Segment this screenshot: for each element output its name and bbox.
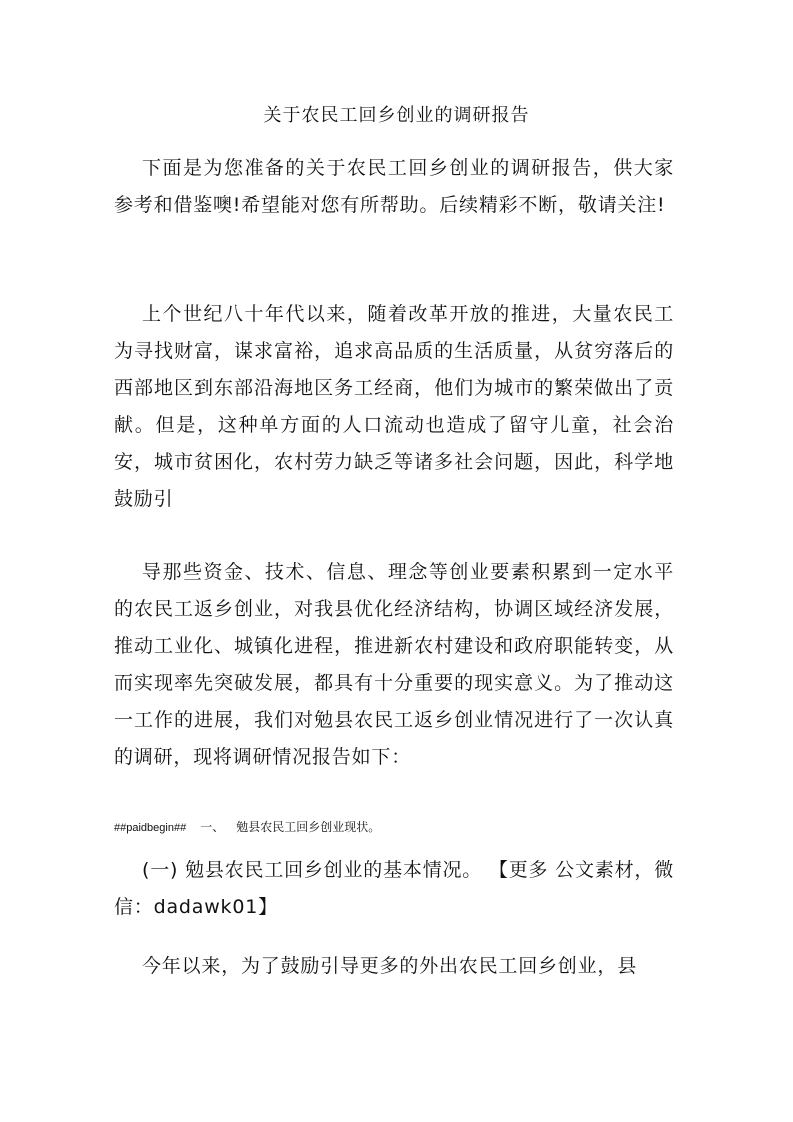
section-marker-line (114, 818, 380, 837)
last-paragraph: 今年以来，为了鼓励引导更多的外出农民工回乡创业，县 (142, 955, 638, 977)
section-heading: 勉县农民工回乡创业现状。 (236, 820, 381, 834)
paid-marker: ##paidbegin## (114, 822, 187, 834)
intro-paragraph: 下面是为您准备的关于农民工回乡创业的调研报告，供大家参考和借鉴噢!希望能对您有所帮助。后续精彩不断，敬请关注! (114, 157, 674, 216)
document-title: 关于农民工回乡创业的调研报告 (263, 105, 530, 126)
body-paragraph-1: 上个世纪八十年代以来，随着改革开放的推进，大量农民工为寻找财富，谋求富裕，追求高品质的生活质量，从贫穷落后的西部地区到东部沿海地区务工经商，他们为城市的繁荣做出了贡献。但是，这种单方面的人口流动也造成了留守儿童，社会治安，城市贫困化，农村劳力缺乏等诸多社会问题，因此，科学地鼓励引 (114, 303, 674, 510)
body-paragraph-2: 导那些资金、技术、信息、理念等创业要素积累到一定水平的农民工返乡创业，对我县优化经济结构，协调区域经济发展，推动工业化、城镇化进程，推进新农村建设和政府职能转变，从而实现率先突破发展，都具有十分重要的现实意义。为了推动这一工作的进展，我们对勉县农民工返乡创业情况进行了一次认真的调研，现将调研情况报告如下： (114, 561, 674, 768)
subsection-heading: (一) 勉县农民工回乡创业的基本情况。 【更多 公文素材，微信：dadawk01】 (114, 859, 674, 918)
section-number: 一、 (200, 820, 225, 834)
